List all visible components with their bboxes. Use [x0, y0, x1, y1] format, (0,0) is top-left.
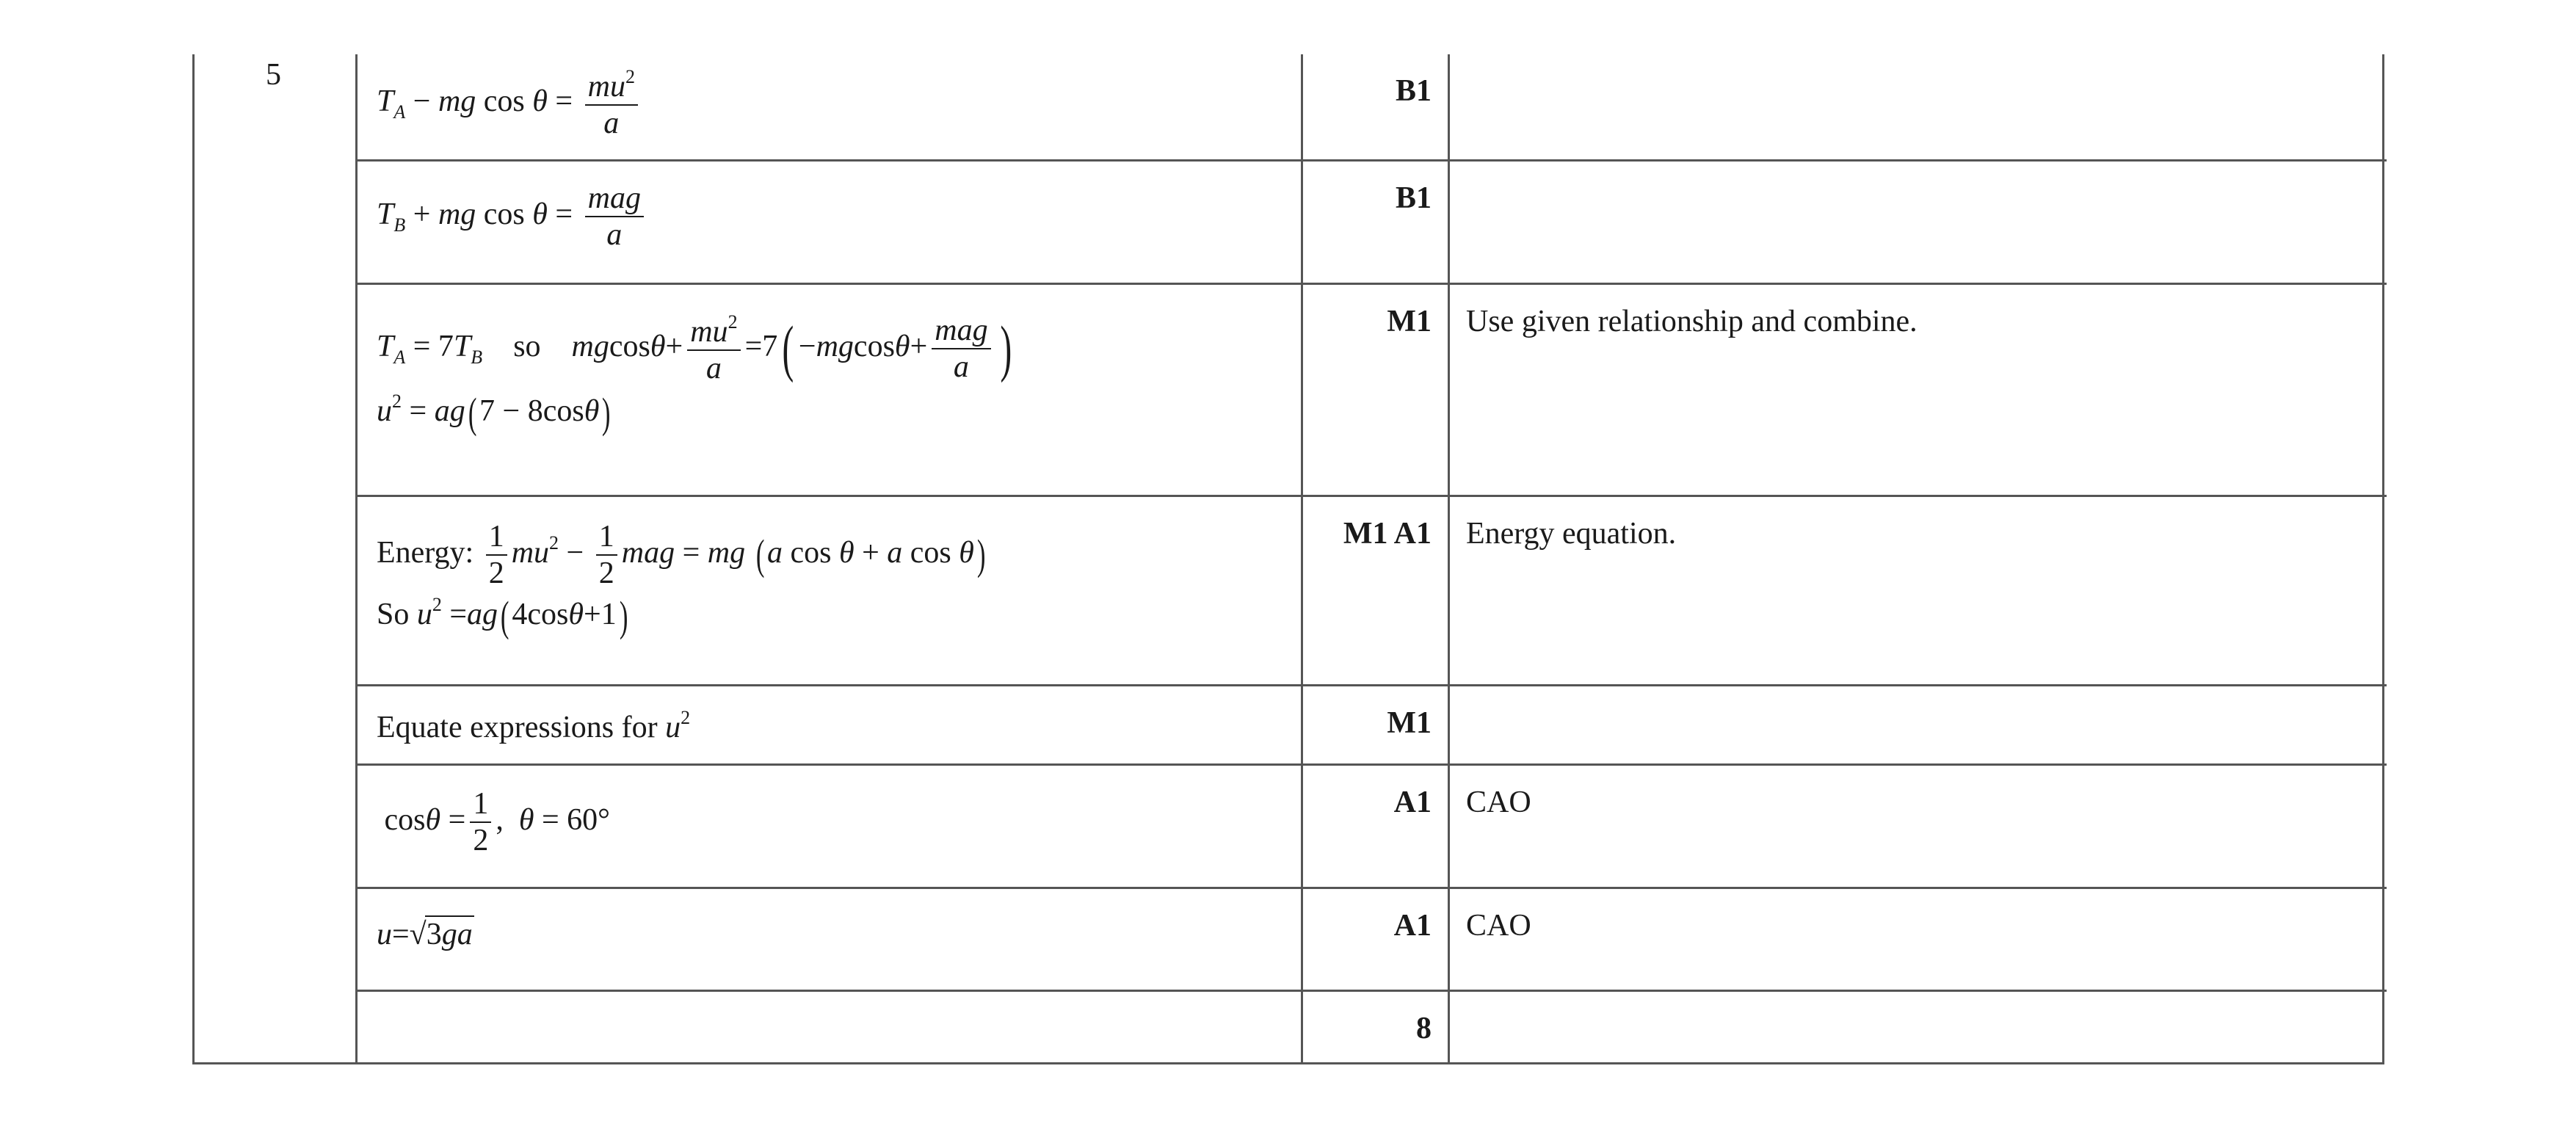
fraction: $\frac{1}{2}$: [486, 519, 507, 592]
guidance-cell: Energy equation.: [1449, 496, 2387, 685]
equation-u2-second: So $u^2 =ag(4\cos\theta+1)$: [377, 592, 628, 641]
fraction: $\frac{\text{mag}}{a}$: [585, 181, 644, 253]
total-marks-cell: 8: [1302, 990, 1449, 1064]
table-row: [357, 496, 2387, 685]
equation-tb: $T_B$ + mg cos θ = $\frac{\text{mag}}{a}$: [377, 181, 1301, 253]
equation-u2-first: $u^2 = ag(7 - 8\cos\theta)$: [377, 389, 611, 438]
table-row: [357, 283, 2387, 496]
fraction: $\frac{mu^2}{a}$: [585, 66, 638, 142]
marks-cell: A1: [1302, 888, 1449, 990]
marks-cell: M1: [1302, 685, 1449, 764]
table-row: [357, 54, 2387, 160]
equation-u: u=√3ga: [377, 915, 1301, 952]
guidance-cell: CAO: [1449, 888, 2387, 990]
answer-cell: [357, 283, 1302, 496]
guidance-cell: [1449, 685, 2387, 764]
fraction: $\frac{\text{mag}}{a}$: [932, 313, 990, 385]
answer-cell: [357, 54, 1302, 160]
mark-scheme-table: [355, 54, 2387, 1064]
table-row: [357, 888, 2387, 990]
so-label: So: [377, 598, 410, 632]
answer-cell: [357, 990, 1302, 1064]
fraction: $\frac{1}{2}$: [470, 786, 491, 859]
so-word: so: [513, 329, 541, 363]
guidance-cell: CAO: [1449, 764, 2387, 888]
answer-cell: [357, 685, 1302, 764]
guidance-cell: [1449, 160, 2387, 283]
answer-cell: [357, 764, 1302, 888]
equation-energy: Energy: $\frac{1}{2}$ $mu^2$ − $\frac{1}{2}$ mag = mg (a cos θ + a cos θ): [377, 519, 986, 590]
equation-ta: $T_A$ − mg cos θ = $\frac{mu^2}{a}$: [377, 66, 1301, 142]
answer-cell: [357, 496, 1302, 685]
energy-label: Energy:: [377, 535, 474, 570]
marks-cell: M1 A1: [1302, 496, 1449, 685]
marks-cell: A1: [1302, 764, 1449, 888]
marks-cell: B1: [1302, 54, 1449, 160]
equation-theta: cosθ = $\frac{1}{2}$ , θ = 60°: [377, 786, 610, 857]
equation-combine: $T_A = 7T_B$ so mgcosθ+ $\frac{mu^2}{a}$ =7( −mgcosθ+ $\frac{\text{mag}}{a}$ ): [377, 311, 1012, 385]
table-row: [357, 764, 2387, 888]
table-row: [357, 990, 2387, 1064]
equate-text: Equate expressions for $u^2$: [377, 706, 691, 744]
guidance-cell: [1449, 990, 2387, 1064]
fraction: $\frac{mu^2}{a}$: [687, 311, 740, 387]
marks-cell: B1: [1302, 160, 1449, 283]
answer-cell: [357, 160, 1302, 283]
table-row: [357, 685, 2387, 764]
guidance-cell: [1449, 54, 2387, 160]
question-number: 5: [266, 58, 281, 92]
guidance-cell: Use given relationship and combine.: [1449, 283, 2387, 496]
answer-cell: [357, 888, 1302, 990]
marks-cell: M1: [1302, 283, 1449, 496]
table-row: [357, 160, 2387, 283]
fraction: $\frac{1}{2}$: [596, 519, 617, 592]
